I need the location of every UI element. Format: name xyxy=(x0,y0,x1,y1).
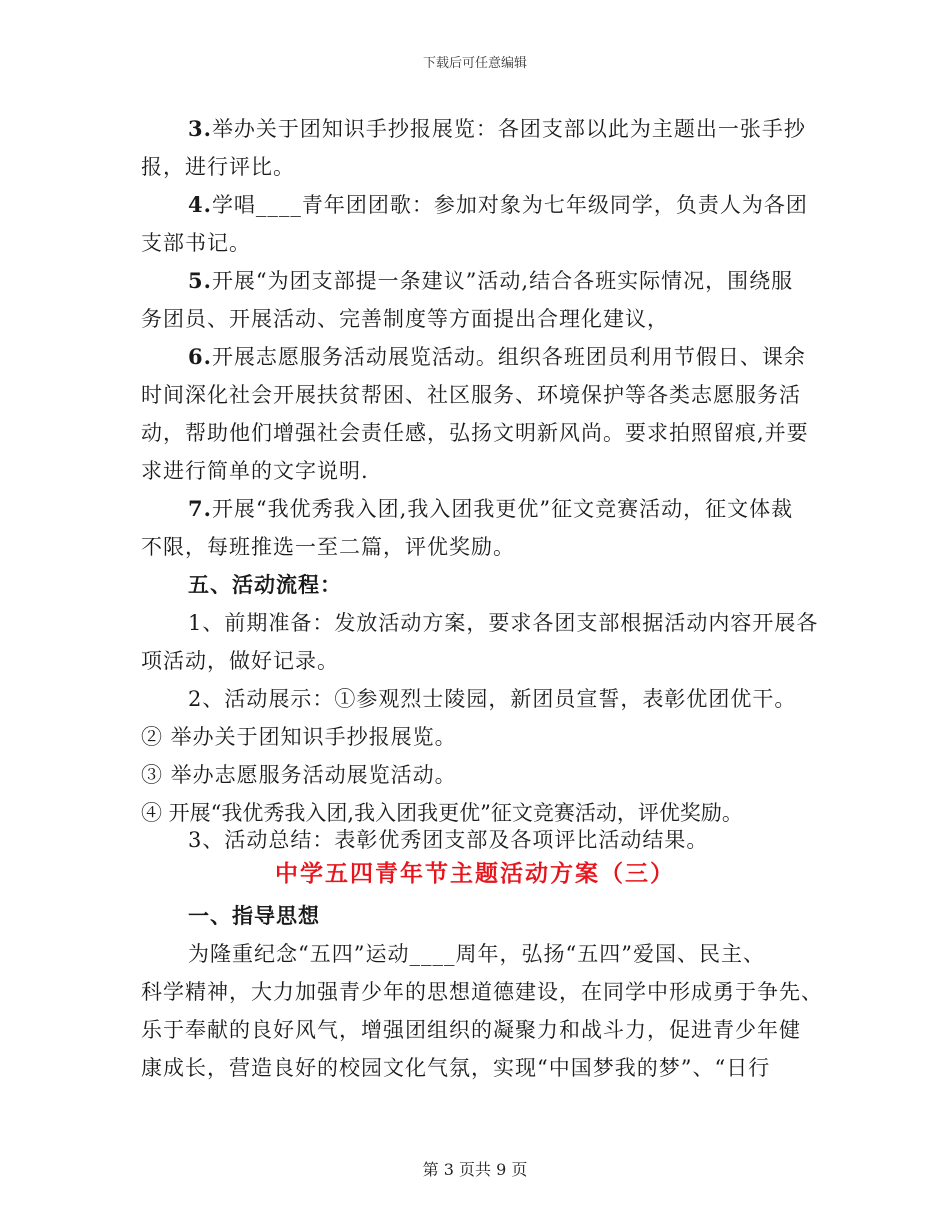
item-number: 7. xyxy=(188,496,212,521)
paragraph-line xyxy=(188,493,793,523)
line-text: 开展“我优秀我入团,我入团我更优”征文竞赛活动，征文体裁 xyxy=(211,497,794,521)
item-number: 5. xyxy=(188,268,212,293)
paragraph-line: 报，进行评比。 xyxy=(141,155,295,179)
document-title: 中学五四青年节主题活动方案（三） xyxy=(275,860,675,887)
line-text: 学唱____青年团团歌：参加对象为七年级同学，负责人为各团 xyxy=(211,193,808,217)
paragraph-line xyxy=(188,113,806,143)
paragraph-line: 动，帮助他们增强社会责任感，弘扬文明新风尚。要求拍照留痕,并要 xyxy=(141,421,809,445)
paragraph-line xyxy=(188,265,793,295)
paragraph-line: 乐于奉献的良好风气，增强团组织的凝聚力和战斗力，促进青少年健 xyxy=(141,1018,801,1042)
paragraph-line: 1、前期准备：发放活动方案，要求各团支部根据活动内容开展各 xyxy=(188,611,819,635)
item-number: 4. xyxy=(188,192,212,217)
section-heading: 五、活动流程： xyxy=(188,572,342,597)
section-heading: 一、指导思想 xyxy=(188,903,320,928)
paragraph-line: 3、活动总结：表彰优秀团支部及各项评比活动结果。 xyxy=(188,828,709,852)
paragraph-line: ② 举办关于团知识手抄报展览。 xyxy=(141,725,457,749)
paragraph-line: ③ 举办志愿服务活动展览活动。 xyxy=(141,763,457,787)
paragraph-line: 为隆重纪念“五四”运动____周年，弘扬“五四”爱国、民主、 xyxy=(188,942,765,966)
paragraph-line: 项活动，做好记录。 xyxy=(141,649,339,673)
paragraph-line: 支部书记。 xyxy=(141,231,251,255)
paragraph-line: 不限，每班推选一至二篇，评优奖励。 xyxy=(141,535,515,559)
item-number: 3. xyxy=(188,116,212,141)
line-text: 举办关于团知识手抄报展览：各团支部以此为主题出一张手抄 xyxy=(211,117,806,141)
paragraph-line: 科学精神，大力加强青少年的思想道德建设，在同学中形成勇于争先、 xyxy=(141,980,823,1004)
paragraph-line: 时间深化社会开展扶贫帮困、社区服务、环境保护等各类志愿服务活 xyxy=(141,383,801,407)
line-text: 开展志愿服务活动展览活动。组织各班团员利用节假日、课余 xyxy=(211,345,806,369)
paragraph-line: 康成长，营造良好的校园文化气氛，实现“中国梦我的梦”、“日行 xyxy=(141,1056,771,1080)
paragraph-line: 求进行简单的文字说明. xyxy=(141,459,369,483)
item-number: 6. xyxy=(188,344,212,369)
paragraph-line: 2、活动展示：①参观烈士陵园，新团员宣誓，表彰优团优干。 xyxy=(188,687,797,711)
line-text: 开展“为团支部提一条建议”活动,结合各班实际情况，围绕服 xyxy=(211,269,794,293)
paragraph-line: 务团员、开展活动、完善制度等方面提出合理化建议， xyxy=(141,307,669,331)
paragraph-line: ④ 开展“我优秀我入团,我入团我更优”征文竞赛活动，评优奖励。 xyxy=(141,801,743,825)
paragraph-line xyxy=(188,341,806,371)
page-header: 下载后可任意编辑 xyxy=(422,56,527,71)
paragraph-line xyxy=(188,189,808,219)
page-footer: 第 3 页共 9 页 xyxy=(422,1160,528,1179)
